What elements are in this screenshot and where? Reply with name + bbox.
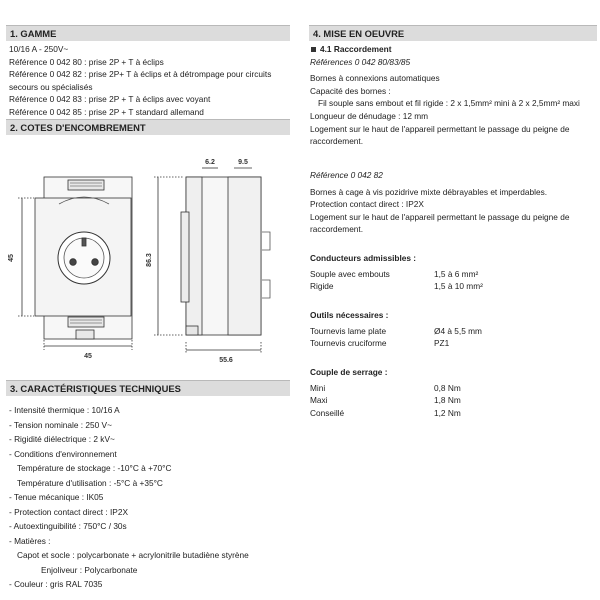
- caracteristique-line: Température de stockage : -10°C à +70°C: [17, 463, 172, 473]
- couple-row: Maxi 1,8 Nm: [310, 395, 461, 406]
- group2-line: Logement sur le haut de l'appareil permettant le passage du peigne de: [310, 211, 570, 222]
- refs-group2: Référence 0 042 82: [310, 170, 383, 180]
- dim-height-front: 45: [8, 254, 15, 262]
- group1-line: Logement sur le haut de l'appareil permettant le passage du peigne de: [310, 123, 570, 134]
- group2-line: Bornes à cage à vis pozidrive mixte débrayables et imperdables.: [310, 186, 548, 197]
- gamme-line: 10/16 A - 250V~: [9, 44, 69, 54]
- couple-row: Mini 0,8 Nm: [310, 382, 461, 393]
- group1-line: Longueur de dénudage : 12 mm: [310, 110, 429, 121]
- socket-pin-right: [92, 259, 99, 266]
- caracteristiques-list: [9, 403, 293, 592]
- caracteristique-line: - Autoextinguibilité : 750°C / 30s: [9, 521, 127, 531]
- dim-top-a: 6.2: [205, 159, 215, 166]
- outils-title: Outils nécessaires :: [310, 310, 389, 320]
- caracteristique-line: - Matières :: [9, 535, 51, 546]
- group1-line: Capacité des bornes :: [310, 85, 391, 96]
- raccordement-block: [310, 43, 598, 148]
- group1-line: Bornes à connexions automatiques: [310, 73, 440, 84]
- gamme-line: Référence 0 042 82 : prise 2P+ T à éclips et à détrompage pour circuits: [9, 69, 272, 80]
- dim-width-front: 45: [84, 353, 92, 360]
- caracteristique-line: - Tenue mécanique : IK05: [9, 492, 104, 502]
- group1-line: raccordement.: [310, 136, 364, 147]
- group1-line: Fil souple sans embout et fil rigide : 2 x 1,5mm² mini à 2 x 2,5mm² maxi: [318, 98, 580, 109]
- couple-block: [310, 366, 598, 419]
- socket-pin-left: [70, 259, 77, 266]
- dim-height-side: 86.3: [146, 253, 153, 267]
- gamme-line: Référence 0 042 80 : prise 2P + T à éclips: [9, 56, 164, 67]
- outils-row: Tournevis cruciforme PZ1: [310, 338, 450, 349]
- conducteurs-row: Souple avec embouts 1,5 à 6 mm²: [310, 268, 479, 279]
- caracteristique-line: Capot et socle : polycarbonate + acrylonitrile butadiène styrène: [17, 550, 249, 560]
- dimension-drawing: [6, 140, 290, 370]
- dim-depth-side: 55.6: [219, 357, 233, 364]
- gamme-list: [9, 43, 293, 119]
- outils-block: [310, 309, 598, 350]
- section-mise-en-oeuvre-title: 4. MISE EN OEUVRE: [309, 25, 597, 41]
- section-gamme-title: 1. GAMME: [6, 25, 290, 41]
- couple-title: Couple de serrage :: [310, 367, 388, 377]
- caracteristique-line: - Intensité thermique : 10/16 A: [9, 405, 120, 415]
- conducteurs-title: Conducteurs admissibles :: [310, 253, 417, 263]
- couple-row: Conseillé 1,2 Nm: [310, 407, 461, 418]
- caracteristique-line: Température d'utilisation : -5°C à +35°C: [17, 477, 163, 488]
- caracteristique-line: Enjoliveur : Polycarbonate: [41, 564, 138, 575]
- gamme-line: Référence 0 042 83 : prise 2P + T à éclips avec voyant: [9, 94, 211, 105]
- caracteristique-line: - Rigidité diélectrique : 2 kV~: [9, 434, 115, 444]
- bullet-square-icon: [311, 47, 316, 52]
- caracteristique-line: - Conditions d'environnement: [9, 448, 117, 459]
- group2-line: raccordement.: [310, 224, 364, 235]
- caracteristique-line: - Protection contact direct : IP2X: [9, 506, 128, 517]
- conducteurs-row: Rigide 1,5 à 10 mm²: [310, 281, 483, 292]
- outils-row: Tournevis lame plate Ø4 à 5,5 mm: [310, 325, 482, 336]
- caracteristique-line: - Tension nominale : 250 V~: [9, 419, 112, 430]
- group2-block: [310, 169, 598, 236]
- gamme-line: Référence 0 042 85 : prise 2P + T standard allemand: [9, 106, 204, 117]
- raccordement-subtitle: 4.1 Raccordement: [310, 43, 598, 56]
- dim-top-b: 9.5: [238, 159, 248, 166]
- earth-pin: [82, 238, 86, 246]
- refs-group1: Références 0 042 80/83/85: [310, 56, 411, 67]
- conducteurs-block: [310, 252, 598, 293]
- gamme-line: secours ou spécialisés: [9, 81, 93, 92]
- section-caracteristiques-title: 3. CARACTÉRISTIQUES TECHNIQUES: [6, 380, 290, 396]
- group2-line: Protection contact direct : IP2X: [310, 199, 424, 210]
- section-cotes-title: 2. COTES D'ENCOMBREMENT: [6, 119, 290, 135]
- caracteristique-line: - Couleur : gris RAL 7035: [9, 579, 103, 589]
